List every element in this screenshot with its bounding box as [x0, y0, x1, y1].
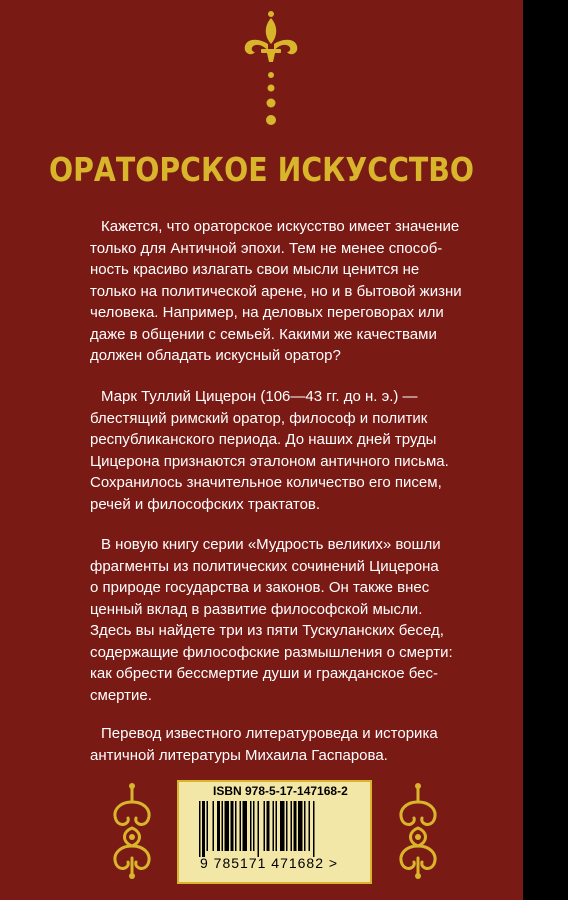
- barcode-bar: [225, 801, 230, 851]
- barcode-bar: [264, 801, 266, 851]
- barcode-bar: [217, 801, 220, 851]
- paragraph-line: только для Античной эпохи. Тем не менее способ-: [90, 239, 443, 257]
- barcode-bar: [253, 801, 255, 851]
- barcode-bar: [250, 801, 252, 851]
- barcode-digits: 9 785171 471682 >: [200, 855, 339, 871]
- barcode-bar: [294, 801, 297, 851]
- barcode-bar: [243, 801, 248, 851]
- barcode-bar: [304, 801, 306, 851]
- paragraph-line: Кажется, что ораторское искусство имеет значение: [101, 218, 460, 235]
- paragraph-line: как обрести бессмертие души и гражданское бес-: [90, 665, 438, 682]
- barcode-bar: [273, 801, 275, 851]
- paragraph-line: Сохранилось значительное количество его писем,: [90, 474, 442, 491]
- description-paragraph-3: [90, 534, 482, 706]
- paragraph-line: содержащие философские размышления о смерти:: [90, 643, 453, 661]
- barcode-bar: [202, 801, 205, 857]
- left-scroll-ornament-icon: [102, 780, 162, 880]
- barcode-bar: [309, 801, 311, 851]
- barcode-bar: [222, 801, 224, 851]
- barcode-bar: [240, 801, 242, 851]
- paragraph-line: человека. Например, на деловых переговорах или: [90, 304, 444, 321]
- paragraph-line: Перевод известного литературоведа и историка: [101, 725, 438, 742]
- right-scroll-ornament-icon: [388, 780, 448, 880]
- paragraph-line: ность красиво излагать свои мысли ценится не: [90, 261, 420, 278]
- paragraph-line: Марк Туллий Цицерон (106—43 гг. до н. э.) —: [101, 388, 418, 405]
- fleur-de-lis-ornament-icon: [231, 8, 311, 138]
- barcode-bar: [313, 801, 315, 857]
- barcode-bar: [199, 801, 201, 857]
- description-paragraph-1: [90, 216, 482, 367]
- book-title: ОРАТОРСКОЕ ИСКУССТВО: [48, 150, 475, 189]
- paragraph-line: блестящий римский оратор, философ и политик: [90, 409, 428, 427]
- paragraph-line: Здесь вы найдете три из пяти Тускуланских бесед,: [90, 622, 444, 639]
- barcode-bar: [286, 801, 288, 851]
- barcode-icon: [199, 801, 359, 857]
- paragraph-line: республиканского периода. До наших дней труды: [90, 431, 437, 448]
- description-paragraph-2: [90, 386, 482, 515]
- barcode-bar: [207, 801, 209, 851]
- paragraph-line: Цицерона признаются эталоном античного письма.: [90, 452, 449, 470]
- barcode-bar: [235, 801, 237, 851]
- paragraph-line: античной литературы Михаила Гаспарова.: [90, 746, 388, 764]
- paragraph-line: фрагменты из политических сочинений Цицерона: [90, 557, 439, 575]
- barcode-bar: [276, 801, 278, 851]
- paragraph-line: должен обладать искусный оратор?: [90, 347, 341, 364]
- isbn-label: ISBN 978-5-17-147168-2: [213, 784, 348, 798]
- translator-note: [90, 723, 482, 766]
- barcode-bar: [298, 801, 303, 851]
- paragraph-line: только на политической арене, но и в бытовой жизни: [90, 282, 462, 300]
- paragraph-line: ценный вклад в развитие философской мысли.: [90, 600, 423, 618]
- paragraph-line: даже в общении с семьей. Какими же качествами: [90, 325, 437, 343]
- barcode-bar: [280, 801, 285, 851]
- paragraph-line: В новую книгу серии «Мудрость великих» вошли: [101, 536, 441, 553]
- barcode-bar: [258, 801, 260, 857]
- barcode-bar: [267, 801, 270, 851]
- paragraph-line: смертие.: [90, 686, 152, 704]
- paragraph-line: о природе государства и законов. Он также внес: [90, 579, 430, 596]
- barcode-bar: [291, 801, 293, 851]
- paragraph-line: речей и философских трактатов.: [90, 495, 321, 513]
- barcode-bar: [213, 801, 215, 851]
- barcode-bar: [231, 801, 234, 851]
